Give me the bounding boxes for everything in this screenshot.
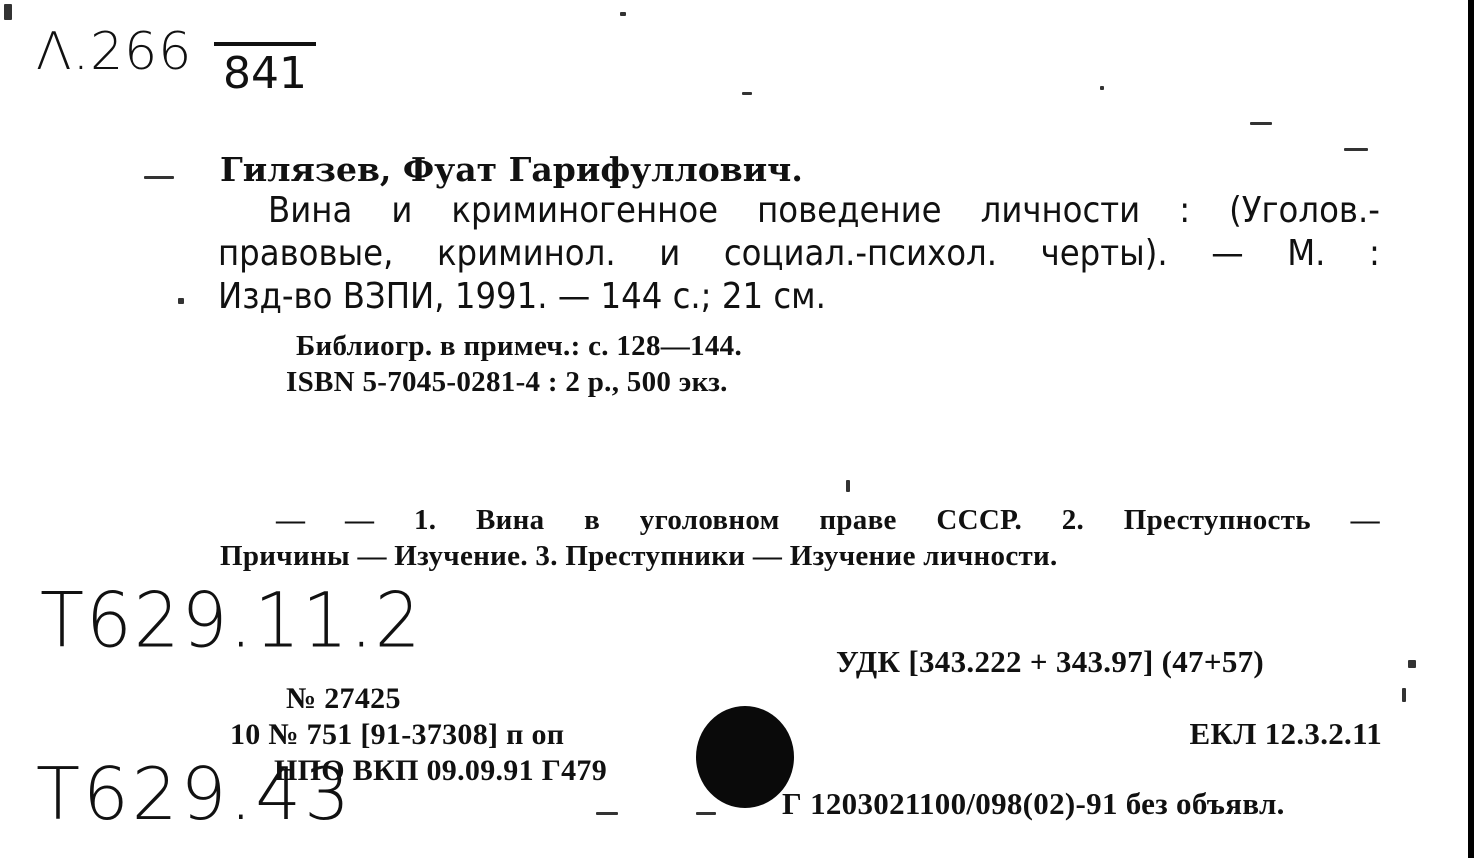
subject-word: в	[584, 504, 601, 536]
subject-word: 2.	[1061, 504, 1085, 536]
title-word: черты).	[1040, 233, 1168, 274]
title-word: социал.-психол.	[723, 233, 998, 274]
ekl-code: ЕКЛ 12.3.2.11	[1189, 716, 1382, 751]
title-word: криминогенное	[451, 190, 719, 231]
title-word: (Уголов.-	[1229, 190, 1380, 231]
scan-speck	[742, 92, 752, 95]
scan-speck	[1250, 122, 1272, 125]
title-word: и	[659, 233, 681, 274]
scan-speck	[178, 298, 184, 304]
scan-speck	[596, 812, 618, 815]
title-line-1	[268, 190, 1380, 231]
subject-word: уголовном	[639, 504, 780, 536]
subject-word: Вина	[476, 504, 545, 536]
card-edge-shadow	[1468, 0, 1474, 858]
fraction-bar	[214, 42, 316, 46]
subject-line-2: Причины — Изучение. 3. Преступники — Изучение личности.	[220, 540, 1058, 572]
subject-word: —	[344, 504, 375, 536]
registration-number: № 27425	[286, 682, 401, 715]
handwritten-fraction	[214, 42, 316, 99]
scan-speck	[846, 480, 850, 492]
isbn-note: ISBN 5-7045-0281-4 : 2 р., 500 экз.	[286, 366, 728, 398]
registration-line-2: 10 № 751 [91-37308] п оп	[230, 718, 565, 751]
title-word: :	[1179, 190, 1191, 231]
handwritten-top-code: Λ.266	[36, 22, 193, 82]
title-word: :	[1369, 233, 1380, 274]
scan-speck	[144, 176, 174, 179]
subject-word: праве	[819, 504, 897, 536]
subject-line-1	[276, 504, 1380, 537]
scan-speck	[1408, 660, 1416, 668]
subject-word: 1.	[413, 504, 437, 536]
udk-code: УДК [343.222 + 343.97] (47+57)	[836, 644, 1265, 679]
title-word: и	[391, 190, 413, 231]
scan-speck	[620, 12, 626, 16]
scan-speck	[1402, 688, 1406, 702]
title-word: криминол.	[436, 233, 616, 274]
handwritten-bottom-code: T629.43	[36, 752, 353, 836]
subject-word: Преступность	[1123, 504, 1311, 536]
punch-hole	[696, 706, 794, 808]
title-word: М.	[1287, 233, 1326, 274]
author-heading: Гилязев, Фуат Гарифуллович.	[220, 150, 803, 189]
scan-speck	[1100, 86, 1104, 90]
subject-word: —	[1350, 504, 1380, 536]
title-word: —	[1211, 233, 1244, 274]
title-line-2	[218, 233, 1380, 274]
subject-word: СССР.	[936, 504, 1023, 536]
title-line-3: Изд-во ВЗПИ, 1991. — 144 с.; 21 см.	[218, 276, 826, 317]
title-word: личности	[980, 190, 1141, 231]
subject-word: —	[276, 504, 306, 536]
g-code: Г 1203021100/098(02)-91 без объявл.	[782, 786, 1285, 821]
registration-line-3: НПО ВКП 09.09.91 Г479	[274, 754, 607, 787]
handwritten-middle-code: T629.11.2	[40, 575, 423, 665]
title-word: поведение	[757, 190, 942, 231]
title-word: Вина	[268, 190, 353, 231]
handwritten-fraction-denominator: 841	[223, 48, 307, 99]
scan-speck	[4, 4, 12, 20]
bibliography-note: Библиогр. в примеч.: с. 128—144.	[296, 330, 743, 362]
title-word: правовые,	[218, 233, 394, 274]
scan-speck	[1344, 148, 1368, 151]
scan-speck	[696, 812, 716, 815]
